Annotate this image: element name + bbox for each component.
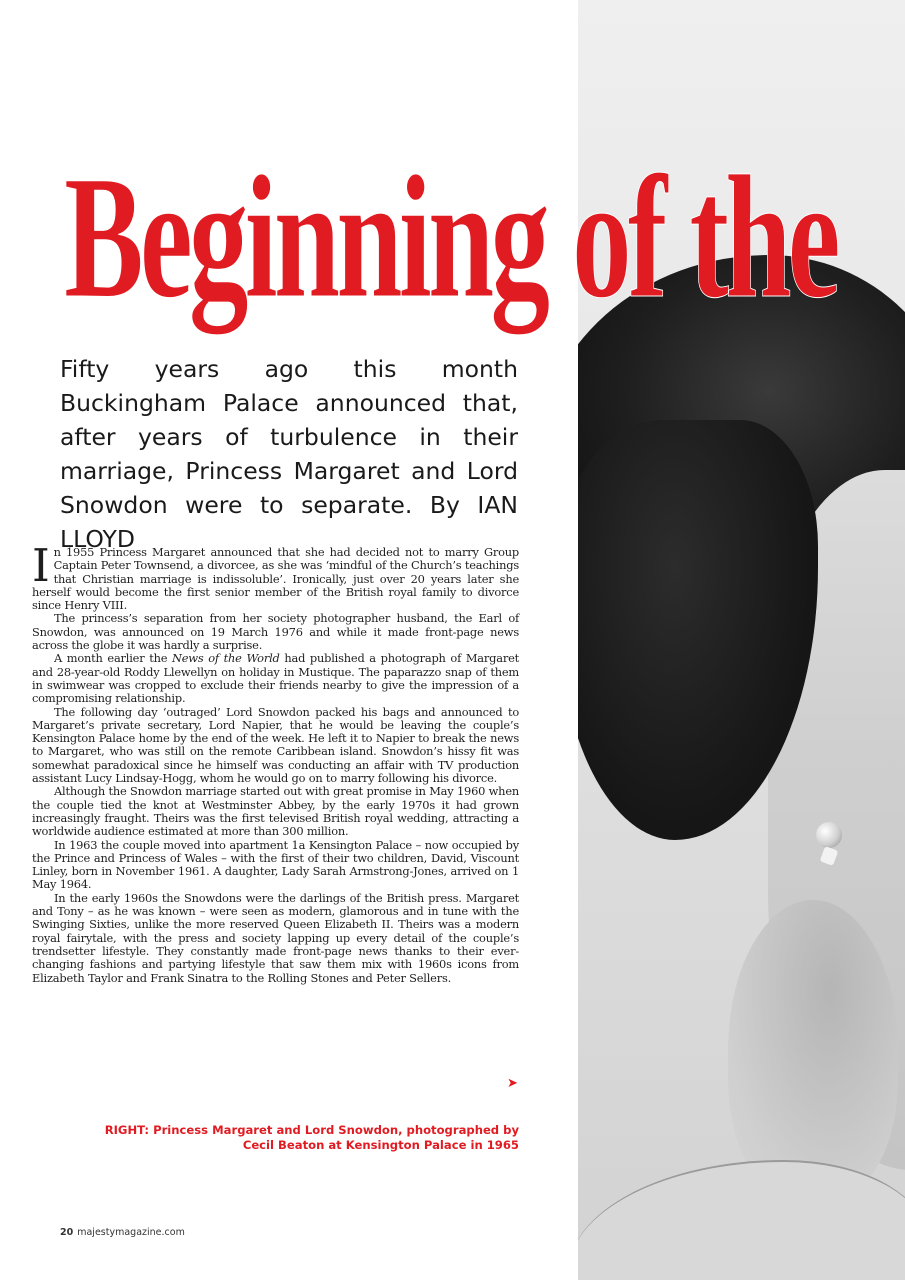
paragraph-3 (32, 652, 519, 705)
photo-neck-shape (728, 900, 898, 1200)
paragraph-6: In 1963 the couple moved into apartment 1a Kensington Palace – now occupied by the Prince and Princess of Wales – with the first of their two children, David, Viscount Linley, born in November 1961. A daughter, Lady Sarah Armstrong-Jones, arrived on 1 May 1964. (32, 837, 519, 892)
photo-shoulder-shape (578, 1160, 905, 1280)
paragraph-1 (32, 539, 519, 613)
photo-caption: RIGHT: Princess Margaret and Lord Snowdon, photographed by Cecil Beaton at Kensington Palace in 1965 (104, 1123, 519, 1152)
pearl-earring-icon (816, 822, 842, 848)
drop-cap: I (32, 539, 50, 592)
paragraph-5: Although the Snowdon marriage started out with great promise in May 1960 when the couple tied the knot at Westminster Abbey, by the early 1970s it had grown increasingly fraught. Theirs was the first televised British royal wedding, attracting a worldwide audience estimated at more than 300 million. (32, 784, 519, 839)
site-url: majestymagazine.com (77, 1227, 185, 1238)
standfirst: Fifty years ago this month Buckingham Palace announced that, after years of turbulence in their marriage, Princess Margaret and Lord Snowdon were to separate. By IAN LLOYD (60, 355, 518, 553)
publication-title: News of the World (172, 651, 280, 666)
page-number: 20 (60, 1227, 74, 1238)
continue-arrow-icon: ➤ (507, 1076, 518, 1091)
page-footer (60, 1227, 185, 1238)
paragraph-3-rest: had published a photograph of Margaret and 28-year-old Roddy Llewellyn on holiday in Mustique. The paparazzo snap of them in swimwear was cropped to exclude their friends nearby to give the impression of a compromising relationship. (32, 651, 519, 706)
paragraph-3-lead: A month earlier the (54, 651, 172, 666)
paragraph-7: In the early 1960s the Snowdons were the darlings of the British press. Margaret and Tony – as he was known – were seen as modern, glamorous and in tune with the Swinging Sixties, unlike the more reserved Queen Elizabeth II. Theirs was a modern royal fairytale, with the press and society lapping up every detail of the couple’s trendsetter lifestyle. They constantly made front-page news thanks to their ever-changing fashions and partying lifestyle that saw them mix with 1960s icons from Elizabeth Taylor and Frank Sinatra to the Rolling Stones and Peter Sellers. (32, 890, 519, 985)
headline: Beginning of the (64, 140, 837, 335)
paragraph-4: The following day ‘outraged’ Lord Snowdon packed his bags and announced to Margaret’s private secretary, Lord Napier, that he would be leaving the couple’s Kensington Palace home by the end of the week. He left it to Napier to break the news to Margaret, who was still on the remote Caribbean island. Snowdon’s hissy fit was somewhat paradoxical since he himself was conducting an affair with TV production assistant Lucy Lindsay-Hogg, whom he would go on to marry following his divorce. (32, 704, 519, 786)
article-body (32, 539, 519, 985)
paragraph-2: The princess’s separation from her society photographer husband, the Earl of Snowdon, was announced on 19 March 1976 and while it made front-page news across the globe it was hardly a surprise. (32, 611, 519, 653)
paragraph-1-text: n 1955 Princess Margaret announced that she had decided not to marry Group Captain Peter Townsend, a divorcee, as she was ‘mindful of the Church’s teachings that Christian marriage is indissoluble’. Ironically, just over 20 years later she herself would become the first senior member of the British royal family to divorce since Henry VIII. (32, 545, 519, 613)
